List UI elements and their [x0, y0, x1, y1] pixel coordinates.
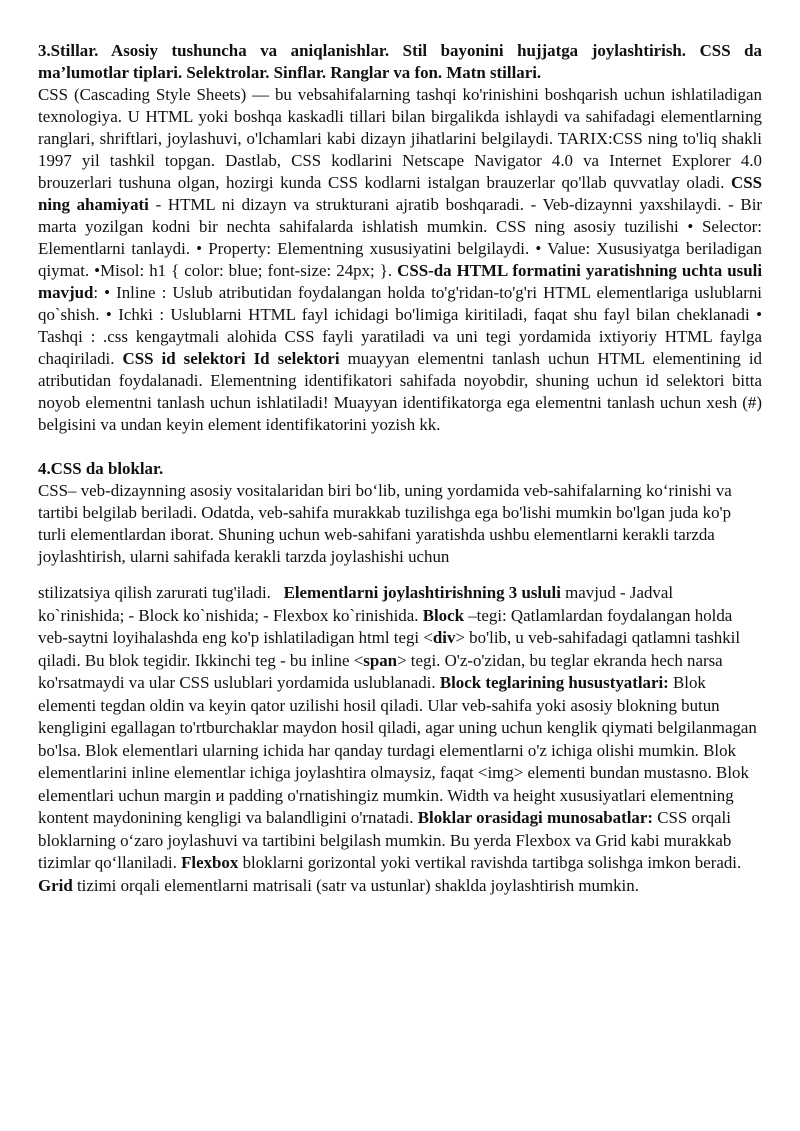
document-page: [38, 40, 762, 897]
s4-text-4: > bo'lib, u veb-sahifadagi qatlamni tashkil qiladi. Bu blok tegidir. Ikkinchi teg - bu inline <: [38, 628, 741, 670]
s4-text-5: > tegi. O'z-o'zidan, bu teglar ekranda hech narsa ko'rsatmaydi va ular CSS uslublari yordamida uslublanadi.: [38, 650, 723, 692]
section-4-heading: 4.CSS da bloklar.: [38, 459, 164, 478]
s4-bold-1: Elementlarni joylashtirishning 3 usluli: [283, 583, 561, 602]
s4-bold-4: span: [363, 650, 398, 670]
s3-text-3: : • Inline : Uslub atributidan foydalangan holda to'g'ridan-to'g'ri HTML elementlariga uslublarni qo`shish. • Ichki : Uslublarni HTML fayl ichidagi bo'limiga kiritiladi, faqat shu fayl bilan cheklanadi • Tashqi : .css kengaytmali alohida CSS fayli yaratiladi va uni tegi yordamida ixtiyoriy HTML faylga chaqiriladi.: [38, 283, 762, 368]
s3-bold-2: CSS-da HTML formatini yaratishning uchta usuli mavjud: [38, 261, 763, 302]
s4-text-2b: mavjud - Jadval ko`rinishida; - Block ko`nishida; - Flexbox ko`rinishida.: [38, 583, 674, 625]
section-4-intro: CSS– veb-dizaynning asosiy vositalaridan biri bo‘lib, uning yordamida veb-sahifalarning ko‘rinishi va tartibi belgilab beriladi. Odatda, veb-sahifa murakkab tuzilishga ega bo'lishi mumkin bo'lgan juda ko'p turli elementlardan iborat. Shuning uchun web-sahifani yaratishda ushbu elementlarni kerakli tarzda joylashtirish, ularni sahifada kerakli tarzda joylashishi uchun: [38, 481, 732, 566]
s4-bold-7: Flexbox: [181, 853, 239, 872]
section-4-body: [38, 582, 762, 897]
s4-text-6: Blok elementi tegdan oldin va keyin qator uzilishi hosil qiladi. Ular veb-sahifa yoki asosiy blokning butun kengligini egallagan to'rtburchaklar maydon hosil qiladi, agar uning uchun kenglik qiymati belgilanmagan bo'lsa. Blok elementlari ularning ichida har qanday turdagi elementlarni o'z ichiga olishi mumkin. Blok elementlarini inline elementlar ichiga joylashtira olmaysiz, faqat <img> elementi bundan mustasno. Blok elementlari uchun margin и padding o'rnatishingiz mumkin. Width va height xususiyatlari elementning kontent maydonining kengligi va balandligini o'rnatadi.: [38, 673, 757, 827]
s3-bold-1: CSS ning ahamiyati: [38, 173, 762, 214]
s4-text-7: CSS orqali bloklarning o‘zaro joylashuvi va tartibini belgilash mumkin. Bu yerda Flexbox va Grid kabi murakkab tizimlar qo‘llaniladi.: [38, 808, 732, 872]
s4-text-8: bloklarni gorizontal yoki vertikal ravishda tartibga solishga imkon beradi.: [242, 853, 742, 872]
s4-bold-2: Block: [422, 605, 464, 625]
s4-text-9: tizimi orqali elementlarni matrisali (satr va ustunlar) shaklda joylashtirish mumkin.: [76, 875, 639, 895]
section-3-body: [38, 84, 762, 436]
s3-text-2: - HTML ni dizayn va strukturani ajratib boshqaradi. - Veb-dizaynni yaxshilaydi. - Bir marta yozilgan kodni bir nechta sahifalarda ishlatish mumkin. CSS ning asosiy tuzilishi • Selector: Elementlarni tanlaydi. • Property: Elementning xususiyatini belgilaydi. • Value: Xususiyatga beriladigan qiymat. •Misol: h1 { color: blue; font-size: 24px; }.: [38, 195, 763, 280]
section-spacer: [38, 436, 762, 458]
s4-text-3: –tegi: Qatlamlardan foydalangan holda veb-saytni loyihalashda eng ko'p ishlatiladigan html tegi <: [38, 605, 733, 647]
paragraph-spacer: [38, 568, 762, 582]
s4-text-2a: stilizatsiya qilish zarurati tug'iladi.: [38, 583, 271, 602]
s4-bold-5: Block teglarining husustyatlari:: [439, 673, 669, 692]
s3-text-4: muayyan elementni tanlash uchun HTML elementining id atributidan foydalanadi. Elementning identifikatori sahifada noyobdir, shuning uchun id selektori bitta noyob elementni tanlash uchun ishlatiladi! Muayyan identifikatorga ega elementni tanlash uchun xesh (#) belgisini va undan keyin element identifikatorini yozish kk.: [38, 349, 762, 434]
section-3-heading: 3.Stillar. Asosiy tushuncha va aniqlanishlar. Stil bayonini hujjatga joylashtirish. CSS da ma’lumotlar tiplari. Selektrolar. Sinflar. Ranglar va fon. Matn stillari.: [38, 41, 762, 82]
s4-bold-8: Grid: [38, 875, 73, 895]
s3-text-1: CSS (Cascading Style Sheets) — bu vebsahifalarning tashqi ko'rinishini boshqarish uchun ishlatiladigan texnologiya. U HTML yoki boshqa kaskadli tillari bilan birgalikda ishlaydi va sahifadagi elementlarning ranglari, shriftlari, joylashuvi, o'lchamlari kabi dizayn jihatlarini belgilaydi. TARIX:CSS ning to'liq shakli 1997 yil tashkil topgan. Dastlab, CSS kodlarini Netscape Navigator 4.0 va Internet Explorer 4.0 brouzerlari tushuna olgan, hozirgi kunda CSS kodlarni istalgan brauzerlar qo'llab quvvatlay oladi.: [38, 85, 762, 192]
s4-bold-6: Bloklar orasidagi munosabatlar:: [417, 808, 653, 827]
s3-bold-3: CSS id selektori Id selektori: [122, 349, 340, 368]
s4-bold-3: div: [432, 628, 456, 647]
